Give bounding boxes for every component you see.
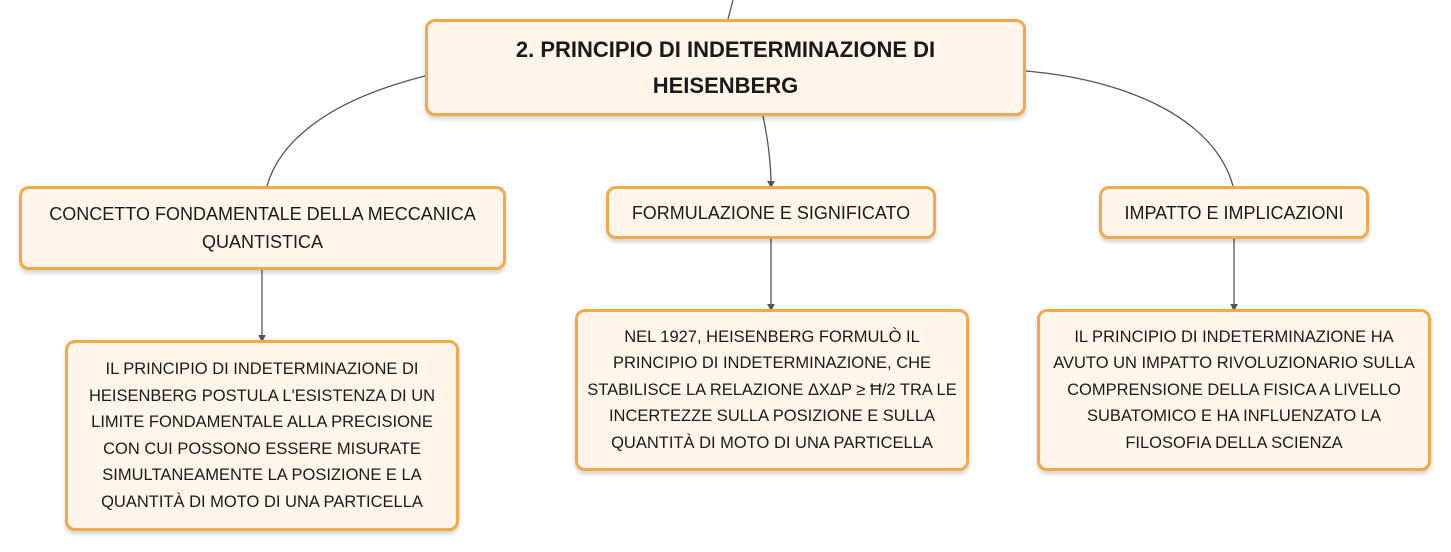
connector-root-to-concetto <box>267 76 425 186</box>
topic-formulazione-significato[interactable] <box>606 186 936 239</box>
subtopic-concetto-detail[interactable] <box>65 340 459 531</box>
root-topic-node[interactable] <box>425 19 1026 116</box>
subtopic-text: NEL 1927, HEISENBERG FORMULÒ IL PRINCIPIO DI INDETERMINAZIONE, CHE STABILISCE LA RELAZIONE ΔXΔP ≥ Ħ/2 TRA LE INCERTEZZE SULLA POSIZIONE E SULLA QUANTITÀ DI MOTO DI UNA PARTICELLA <box>587 327 957 452</box>
connector-parent-to-root <box>728 0 733 19</box>
subtopic-text: IL PRINCIPIO DI INDETERMINAZIONE HA AVUTO UN IMPATTO RIVOLUZIONARIO SULLA COMPRENSIONE DELLA FISICA A LIVELLO SUBATOMICO E HA INFLUENZATO LA FILOSOFIA DELLA SCIENZA <box>1053 327 1415 452</box>
topic-label: IMPATTO E IMPLICAZIONI <box>1124 202 1344 223</box>
subtopic-impatto-detail[interactable] <box>1037 309 1431 471</box>
subtopic-text: IL PRINCIPIO DI INDETERMINAZIONE DI HEISENBERG POSTULA L'ESISTENZA DI UN LIMITE FONDAMENTALE ALLA PRECISIONE CON CUI POSSONO ESSERE MISURATE SIMULTANEAMENTE LA POSIZIONE E LA QUANTITÀ DI MOTO DI UNA PARTICELLA <box>88 360 436 511</box>
root-topic-title: 2. PRINCIPIO DI INDETERMINAZIONE DI HEISENBERG <box>515 36 936 98</box>
topic-label: CONCETTO FONDAMENTALE DELLA MECCANICA QUANTISTICA <box>49 204 476 252</box>
subtopic-formulazione-detail[interactable] <box>575 309 969 471</box>
connector-root-to-formulazione <box>763 116 771 186</box>
topic-concetto-fondamentale[interactable] <box>19 186 506 270</box>
topic-label: FORMULAZIONE E SIGNIFICATO <box>631 202 911 223</box>
topic-impatto-implicazioni[interactable] <box>1099 186 1369 239</box>
connector-root-to-impatto <box>1026 71 1233 186</box>
